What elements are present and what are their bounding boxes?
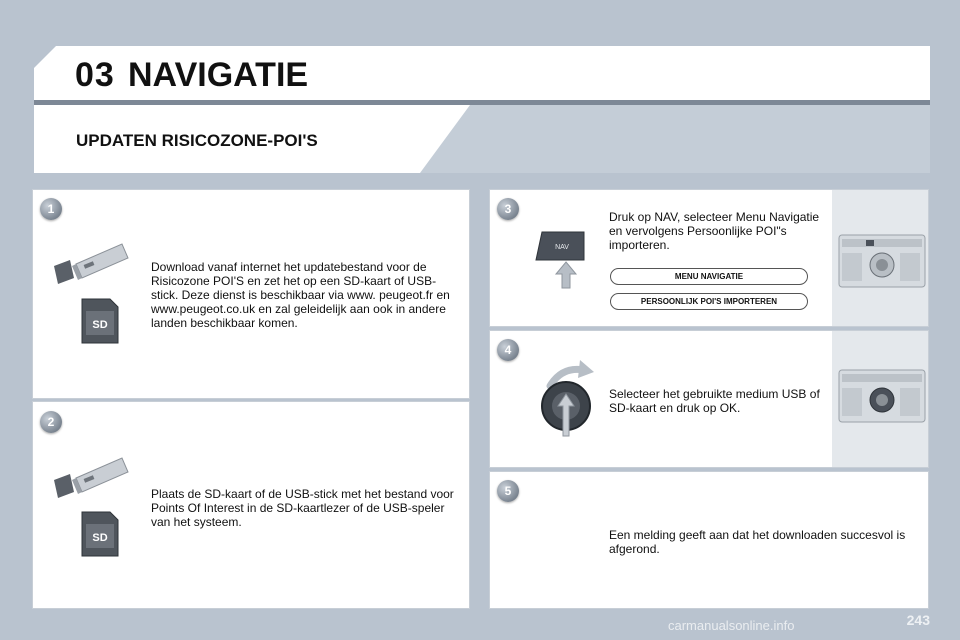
section-banner-right: [470, 105, 930, 173]
chapter-number: 03: [75, 56, 115, 94]
persoonlijk-pois-importeren-button[interactable]: PERSOONLIJK POI'S IMPORTEREN: [610, 293, 808, 310]
radio-unit-icon: [838, 368, 926, 424]
step-5-badge: 5: [497, 480, 519, 502]
step-4-badge: 4: [497, 339, 519, 361]
sd-label: SD: [92, 319, 108, 331]
radio-unit-icon: [838, 233, 926, 289]
step-3-text: Druk op NAV, selecteer Menu Navigatie en vervolgens Persoonlijke POI"s importeren.: [609, 210, 820, 252]
header-corner: [0, 46, 56, 102]
step-3-badge: 3: [497, 198, 519, 220]
step-2-text: Plaats de SD-kaart of de USB-stick met het bestand voor Points Of Interest in de SD-kaartlezer of de USB-speler van het systeem.: [151, 487, 454, 529]
chapter-title: NAVIGATIE: [128, 56, 309, 94]
sd-card-icon: [80, 297, 120, 345]
sd-label: SD: [92, 532, 108, 544]
step-5-text: Een melding geeft aan dat het downloaden succesvol is afgerond.: [609, 528, 906, 556]
step-1-text: Download vanaf internet het updatebestand voor de Risicozone POI'S en zet het op een SD-kaart of USB-stick. Deze dienst is beschikbaar via www. peugeot.fr en www.peugeot.co.uk en zal geleidelijk aan ook in andere landen beschikbaar komen.: [151, 260, 450, 330]
sd-card-icon: [80, 510, 120, 558]
step-2-badge: 2: [40, 411, 62, 433]
nav-button-icon: [534, 226, 604, 292]
usb-stick-icon: [50, 450, 130, 500]
step-4-text: Selecteer het gebruikte medium USB of SD-kaart en druk op OK.: [609, 387, 820, 415]
section-title: UPDATEN RISICOZONE-POI'S: [76, 131, 318, 150]
nav-key-label: NAV: [555, 244, 569, 251]
section-banner-cut: [420, 105, 470, 173]
usb-stick-icon: [50, 236, 130, 286]
menu-navigatie-button[interactable]: MENU NAVIGATIE: [610, 268, 808, 285]
step-1-badge: 1: [40, 198, 62, 220]
rotary-knob-icon: [532, 356, 602, 442]
page-number: 243: [906, 612, 930, 628]
site-watermark: carmanualsonline.info: [668, 618, 795, 633]
